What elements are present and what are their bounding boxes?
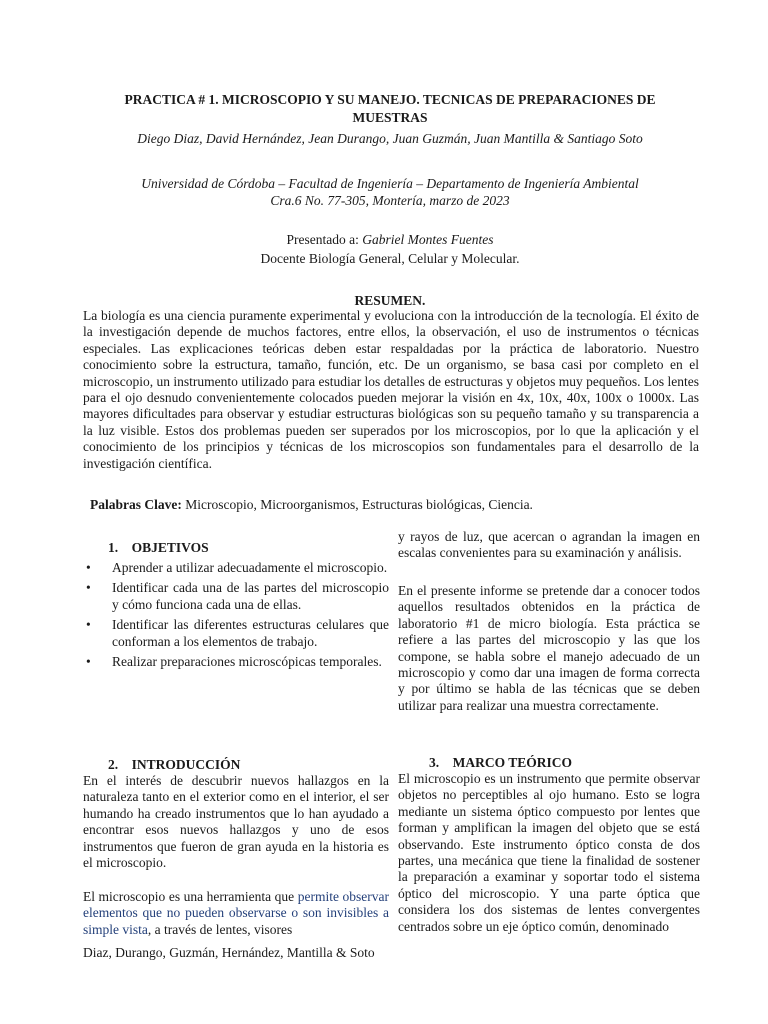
keywords-label: Palabras Clave: bbox=[90, 497, 182, 512]
affiliation-line: Universidad de Córdoba – Facultad de Ingeniería – Departamento de Ingeniería Ambiental bbox=[141, 176, 639, 191]
bullet-icon: • bbox=[86, 580, 91, 596]
paper-title-line-2: MUESTRAS bbox=[352, 110, 428, 125]
objetivos-list bbox=[83, 560, 389, 674]
introduccion-continuation: y rayos de luz, que acercan o agrandan la imagen en escalas convenientes para su examinación y análisis. bbox=[398, 529, 700, 561]
resumen-heading: RESUMEN. bbox=[354, 293, 426, 308]
resumen-body: La biología es una ciencia puramente experimental y evoluciona con la introducción de la tecnología. El éxito de la investigación depende de muchos factores, entre ellos, la observación, el uso de instrumentos o técnicas especiales. Las explicaciones teóricas deben estar respaldadas por la práctica de laboratorio. Nuestro conocimiento sobre la estructura, tamaño, función, etc. De un organismo, se basa casi por completo en el microscopio, un instrumento utilizado para estudiar los detalles de estructuras y objetos muy pequeños. Los lentes para el ojo desnudo convenientemente colocados pueden mejorar la visión en 4x, 10x, 40x, 100x o 1000x. Las mayores dificultades para observar y estudiar estructuras biológicas son su pequeño tamaño y su transparencia a la luz visible. Estos dos problemas pueden ser superados por los microscopios, por lo que la aplicación y el conocimiento de los principios y técnicas de los microscopios son fundamentales para el desarrollo de la investigación científica. bbox=[83, 308, 699, 471]
list-item: • Identificar cada una de las partes del microscopio y cómo funciona cada una de ellas. bbox=[86, 580, 389, 612]
running-head-authors: Diaz, Durango, Guzmán, Hernández, Mantilla & Soto bbox=[83, 945, 375, 960]
paper-title bbox=[90, 91, 690, 127]
bullet-icon: • bbox=[86, 617, 91, 633]
presented-label: Presentado a: bbox=[286, 232, 363, 247]
list-item: • Identificar las diferentes estructuras celulares que conforman a los elementos de trabajo. bbox=[86, 617, 389, 649]
teacher-role: Docente Biología General, Celular y Molecular. bbox=[260, 251, 520, 266]
paper-title-line-1: PRACTICA # 1. MICROSCOPIO Y SU MANEJO. TECNICAS DE PREPARACIONES DE bbox=[124, 92, 656, 107]
list-item: • Aprender a utilizar adecuadamente el microscopio. bbox=[86, 560, 388, 575]
marco-heading: 3. MARCO TEÓRICO bbox=[429, 755, 573, 770]
introduccion-para-2: El microscopio es una herramienta que permite observar elementos que no pueden observarse o son invisibles a simple vista, a través de lentes, visores bbox=[83, 889, 389, 937]
authors-line: Diego Diaz, David Hernández, Jean Durango, Juan Guzmán, Juan Mantilla & Santiago Soto bbox=[137, 131, 643, 146]
keywords-line bbox=[90, 497, 710, 513]
introduccion-para-1: En el interés de descubrir nuevos hallazgos en la naturaleza tanto en el exterior como en el interior, el ser humando ha creado instrumentos que lo han ayudado a encontrar esos nuevos hallazgos y uno de esos instrumentos que fueron de gran ayuda en la historia es el microscopio. bbox=[83, 773, 389, 871]
keywords-text: Microscopio, Microorganismos, Estructuras biológicas, Ciencia. bbox=[181, 497, 533, 512]
bullet-icon: • bbox=[86, 560, 91, 575]
presented-name: Gabriel Montes Fuentes bbox=[362, 232, 494, 247]
introduccion-heading: 2. INTRODUCCIÓN bbox=[108, 757, 241, 772]
marco-body: El microscopio es un instrumento que permite observar objetos no perceptibles al ojo humano. Esto se logra mediante un sistema óptico compuesto por lentes que forman y amplifican la imagen del objeto que se está observando. Este instrumento óptico consta de dos partes, una mecánica que tiene la finalidad de sostener la preparación a examinar y soportar todo el sistema óptico del microscopio. Y una parte óptica que considera los dos sistemas de lentes convergentes centrados sobre un eje óptico común, denominado bbox=[398, 771, 700, 934]
informe-paragraph: En el presente informe se pretende dar a conocer todos aquellos resultados obtenidos en la práctica de laboratorio #1 de micro biología. Esta práctica se refiere a las partes del microscopio y las que los compone, se habla sobre el manejo adecuado de un microscopio y como dar una imagen de forma correcta y por último se habla de las técnicas que se deben utilizar para realizar una muestra correctamente. bbox=[398, 583, 700, 713]
address-line: Cra.6 No. 77-305, Montería, marzo de 2023 bbox=[270, 193, 510, 208]
bullet-icon: • bbox=[86, 654, 91, 670]
objetivos-heading: 1. OBJETIVOS bbox=[108, 540, 209, 555]
presented-to bbox=[60, 231, 720, 248]
list-item: • Realizar preparaciones microscópicas temporales. bbox=[86, 654, 382, 670]
highlighted-phrase: permite observar elementos que no pueden observarse o son invisibles a simple vista bbox=[83, 889, 389, 937]
